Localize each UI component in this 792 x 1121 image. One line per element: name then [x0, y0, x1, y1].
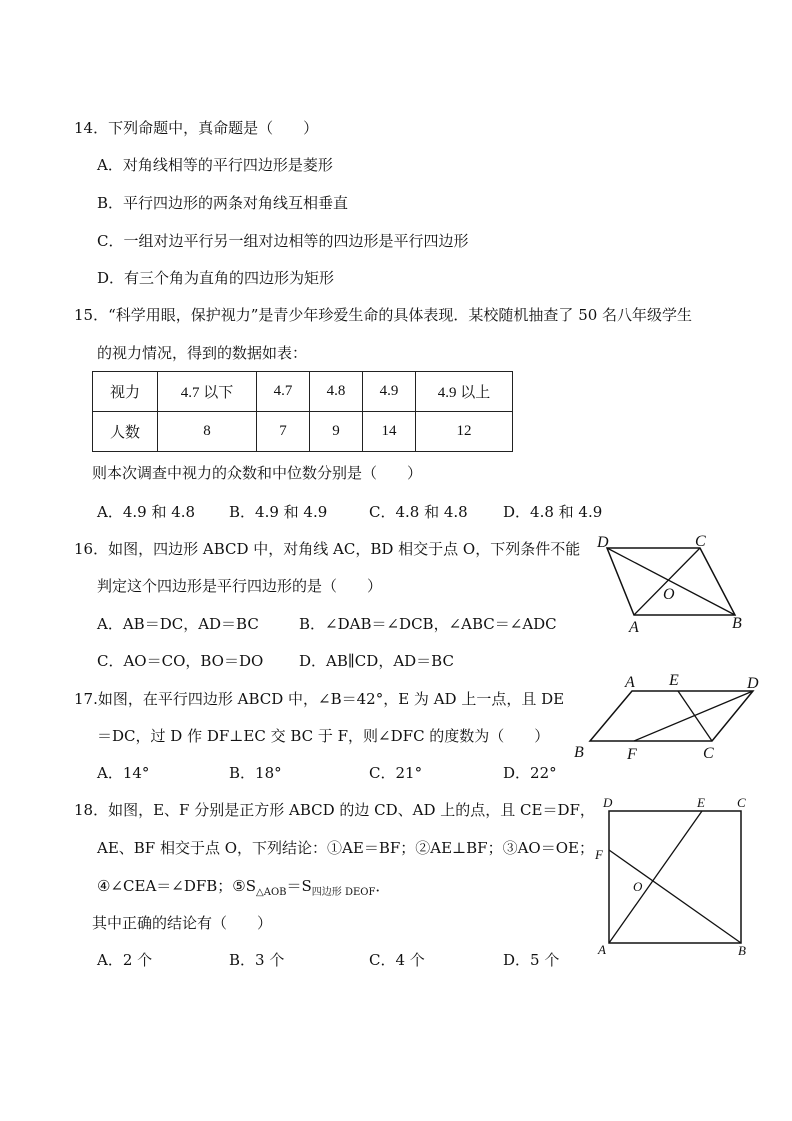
q17-label-c: C — [703, 745, 714, 762]
q18-figure — [590, 792, 765, 962]
q18-option-c: C．4 个 — [369, 951, 425, 969]
q15-option-d: D．4.8 和 4.9 — [503, 503, 603, 521]
q16-stem-line1: 16．如图，四边形 ABCD 中，对角线 AC，BD 相交于点 O，下列条件不能 — [74, 540, 581, 558]
q14-stem: 14．下列命题中，真命题是（ ） — [74, 119, 319, 137]
q15-stem-line1: 15．“科学用眼，保护视力”是青少年珍爱生命的具体表现．某校随机抽查了 50 名八年级学生 — [74, 306, 693, 324]
table-cell: 8 — [158, 412, 257, 452]
q17-parallelogram — [590, 691, 753, 741]
q17-label-f: F — [627, 746, 637, 763]
q16-label-b: B — [732, 615, 742, 632]
table-cell: 12 — [416, 412, 513, 452]
q17-label-d: D — [747, 675, 759, 692]
table-cell: 14 — [363, 412, 416, 452]
q17-option-d: D．22° — [503, 764, 557, 782]
q18-label-a: A — [598, 942, 606, 957]
q18-label-o: O — [633, 879, 643, 894]
q18-stem3-end: ． — [375, 877, 391, 895]
q18-label-c: C — [737, 795, 746, 810]
q17-figure — [570, 670, 770, 770]
q16-stem-line2: 判定这个四边形是平行四边形的是（ ） — [97, 577, 383, 595]
q18-stem3-main: ④∠CEA＝∠DFB；⑤S — [97, 877, 257, 895]
q17-segment-df — [634, 691, 753, 741]
q18-stem3-eq: ＝S — [286, 877, 312, 895]
q17-label-b: B — [574, 744, 584, 761]
q17-option-b: B．18° — [229, 764, 282, 782]
q17-label-e: E — [669, 672, 679, 689]
q16-label-d: D — [597, 534, 609, 551]
q17-label-a: A — [625, 674, 635, 691]
q14-option-a: A．对角线相等的平行四边形是菱形 — [97, 156, 333, 174]
q18-option-a: A．2 个 — [97, 951, 153, 969]
table-row — [93, 372, 513, 412]
q16-label-c: C — [695, 533, 706, 550]
q18-stem3-sub-deof: 四边形 DEOF — [311, 887, 376, 898]
q16-option-d: D．AB∥CD，AD＝BC — [299, 652, 454, 670]
table-header-cell: 4.8 — [310, 372, 363, 412]
q18-square — [609, 811, 741, 943]
q14-option-d: D．有三个角为直角的四边形为矩形 — [97, 269, 335, 287]
q18-stem-line4: 其中正确的结论有（ ） — [92, 914, 273, 932]
q18-label-e: E — [697, 795, 705, 810]
table-header-cell: 视力 — [93, 372, 158, 412]
q16-diagonal-db — [607, 548, 735, 615]
vision-table — [92, 371, 513, 452]
q18-label-f: F — [595, 847, 603, 862]
q16-option-b: B．∠DAB＝∠DCB，∠ABC＝∠ADC — [299, 615, 557, 633]
q16-option-c: C．AO＝CO，BO＝DO — [97, 652, 264, 670]
q18-stem-line1: 18．如图，E、F 分别是正方形 ABCD 的边 CD、AD 上的点，且 CE＝DF， — [74, 801, 595, 819]
q16-label-o: O — [663, 586, 675, 603]
q17-stem-line1: 17.如图，在平行四边形 ABCD 中，∠B＝42°，E 为 AD 上一点，且 DE — [74, 690, 565, 708]
q18-stem-line3 — [97, 876, 390, 903]
q15-option-a: A．4.9 和 4.8 — [97, 503, 196, 521]
q16-label-a: A — [629, 619, 639, 636]
q18-option-d: D．5 个 — [503, 951, 560, 969]
q16-diagonal-ca — [634, 548, 700, 615]
table-row — [93, 412, 513, 452]
q17-stem-line2: ＝DC，过 D 作 DF⊥EC 交 BC 于 F，则∠DFC 的度数为（ ） — [97, 727, 550, 745]
q16-figure — [592, 535, 762, 635]
q18-label-d: D — [603, 795, 613, 810]
q14-option-b: B．平行四边形的两条对角线互相垂直 — [97, 194, 349, 212]
q18-segment-ae — [609, 811, 702, 943]
q17-option-a: A．14° — [97, 764, 150, 782]
q16-option-a: A．AB＝DC，AD＝BC — [97, 615, 259, 633]
q18-stem3-sub-aob: △AOB — [256, 887, 287, 898]
table-header-cell: 4.9 以上 — [416, 372, 513, 412]
table-cell: 人数 — [93, 412, 158, 452]
q18-stem-line2: AE、BF 相交于点 O，下列结论：①AE＝BF；②AE⊥BF；③AO＝OE； — [97, 839, 594, 857]
q15-option-c: C．4.8 和 4.8 — [369, 503, 468, 521]
table-cell: 7 — [257, 412, 310, 452]
q18-option-b: B．3 个 — [229, 951, 285, 969]
q15-stem-line2: 的视力情况，得到的数据如表： — [97, 344, 308, 362]
q18-segment-bf — [609, 850, 741, 943]
q14-option-c: C．一组对边平行另一组对边相等的四边形是平行四边形 — [97, 232, 469, 250]
q18-label-b: B — [738, 943, 746, 958]
q15-question: 则本次调查中视力的众数和中位数分别是（ ） — [92, 464, 423, 482]
q17-option-c: C．21° — [369, 764, 423, 782]
table-header-cell: 4.7 — [257, 372, 310, 412]
table-header-cell: 4.9 — [363, 372, 416, 412]
table-header-cell: 4.7 以下 — [158, 372, 257, 412]
q15-option-b: B．4.9 和 4.9 — [229, 503, 328, 521]
table-cell: 9 — [310, 412, 363, 452]
